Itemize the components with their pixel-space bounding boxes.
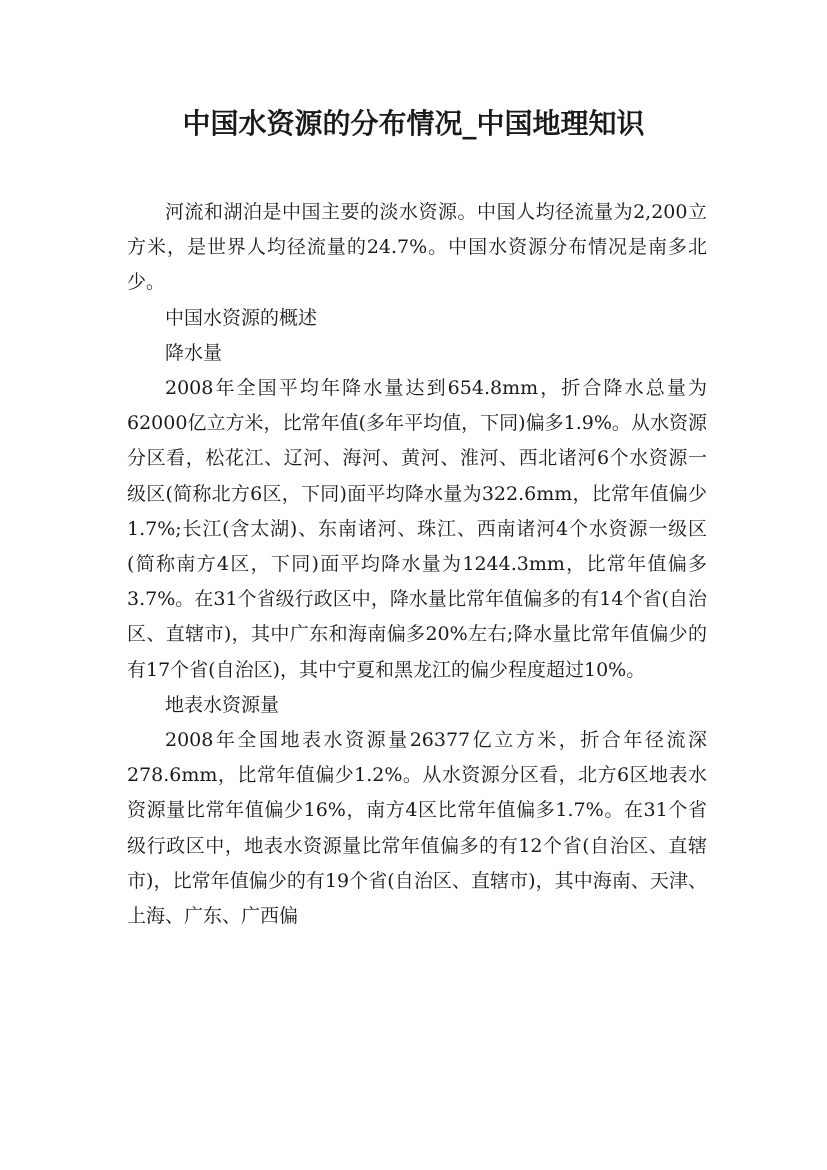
intro-paragraph: 河流和湖泊是中国主要的淡水资源。中国人均径流量为2,200立方米，是世界人均径流量的24.7%。中国水资源分布情况是南多北少。 (127, 201, 707, 294)
section-heading-surface-water: 地表水资源量 (165, 693, 280, 716)
document-body (127, 195, 707, 934)
surface-water-paragraph: 2008年全国地表水资源量26377亿立方米，折合年径流深278.6mm，比常年值偏少1.2%。从水资源分区看，北方6区地表水资源量比常年值偏少16%，南方4区比常年值偏多1.7%。在31个省级行政区中，地表水资源量比常年值偏多的有12个省(自治区、直辖市)，比常年值偏少的有19个省(自治区、直辖市)，其中海南、天津、上海、广东、广西偏 (127, 729, 707, 928)
document-title: 中国水资源的分布情况_中国地理知识 (182, 107, 645, 140)
section-heading-precipitation: 降水量 (165, 341, 223, 364)
precipitation-paragraph: 2008年全国平均年降水量达到654.8mm，折合降水总量为62000亿立方米，比常年值(多年平均值，下同)偏多1.9%。从水资源分区看，松花江、辽河、海河、黄河、淮河、西北诸河6个水资源一级区(简称北方6区，下同)面平均降水量为322.6mm，比常年值偏少1.7%;长江(含太湖)、东南诸河、珠江、西南诸河4个水资源一级区(简称南方4区，下同)面平均降水量为1244.3mm，比常年值偏多3.7%。在31个省级行政区中，降水量比常年值偏多的有14个省(自治区、直辖市)，其中广东和海南偏多20%左右;降水量比常年值偏少的有17个省(自治区)，其中宁夏和黑龙江的偏少程度超过10%。 (127, 377, 707, 681)
section-heading-overview: 中国水资源的概述 (165, 306, 318, 329)
